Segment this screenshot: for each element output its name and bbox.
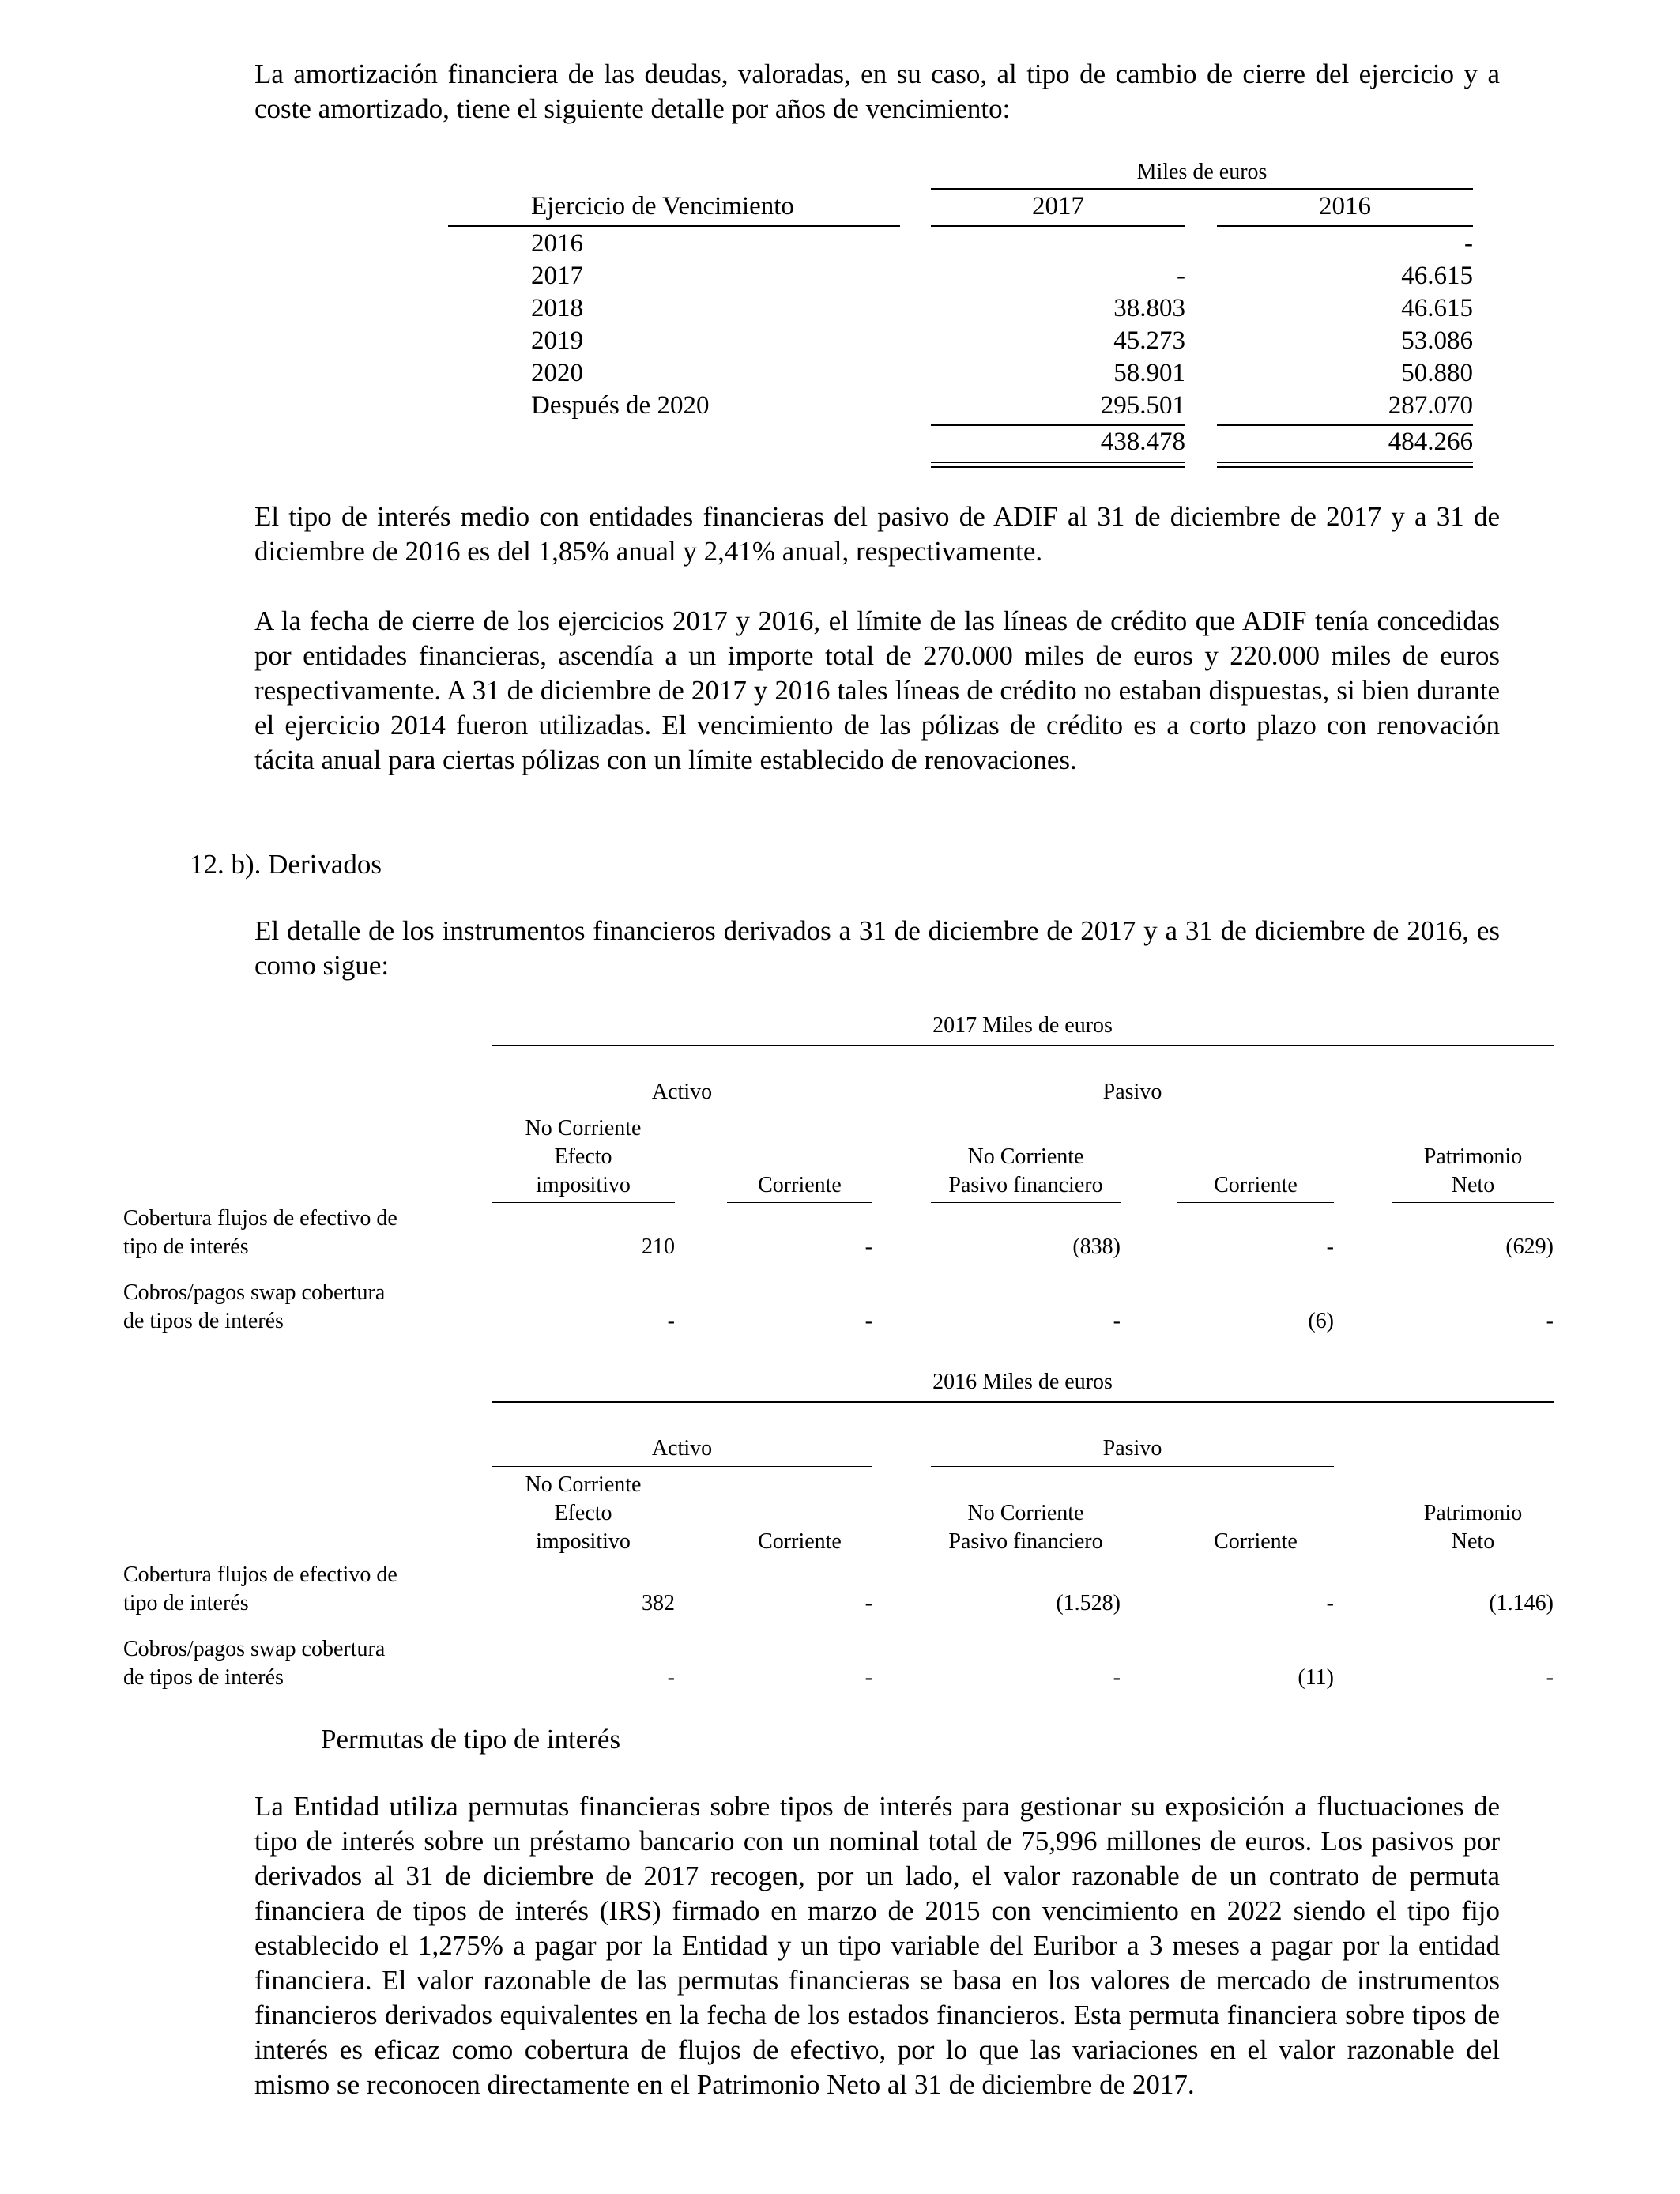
activo-rule [492, 1466, 872, 1467]
corriente-activo-header: Corriente [758, 1173, 842, 1197]
cell-value: (11) [1298, 1665, 1334, 1690]
row-value-2016: 46.615 [1401, 262, 1473, 290]
activo-header: Activo [651, 1080, 713, 1104]
col-2016-header-rule [1217, 225, 1473, 227]
patrimonio-line2: Neto [1451, 1529, 1495, 1554]
cell-value: - [1326, 1235, 1334, 1259]
cell-value: (1.146) [1489, 1591, 1554, 1615]
patrimonio-line1: Patrimonio [1423, 1501, 1523, 1525]
row-label: 2017 [531, 262, 583, 290]
row-label: Cobertura flujos de efectivo de [123, 1563, 397, 1587]
cell-value: - [1546, 1309, 1554, 1333]
intro-paragraph: La amortización financiera de las deudas, valoradas, en su caso, al tipo de cambio de cierre del ejercicio y a coste amortizado, tiene el siguiente detalle por años de vencimiento: [254, 58, 1500, 124]
section-heading-derivados: 12. b). Derivados [190, 849, 382, 880]
row-label: Cobertura flujos de efectivo de [123, 1206, 397, 1231]
total-double-rule-2016b [1217, 466, 1473, 468]
col-rule [492, 1202, 675, 1203]
label-header-rule [448, 225, 900, 227]
nc-pasivo-line1: No Corriente [967, 1144, 1084, 1169]
row-label: 2018 [531, 294, 583, 322]
row-value-2017: 295.501 [1100, 391, 1185, 420]
year-2017-header: 2017 [1032, 192, 1084, 221]
col-rule [931, 1202, 1121, 1203]
row-value-2016: 46.615 [1401, 294, 1473, 322]
cell-value: - [864, 1309, 872, 1333]
total-double-rule-2017b [931, 466, 1185, 468]
interest-rate-paragraph: El tipo de interés medio con entidades financieras del pasivo de ADIF al 31 de diciembre de 2017 y a 31 de diciembre de 2016 es del 1,85% anual y 2,41% anual, respectivamente. [254, 501, 1500, 567]
cell-value: (6) [1308, 1309, 1334, 1333]
row-value-2016: 53.086 [1401, 326, 1473, 355]
nc-activo-line2: Efecto [554, 1501, 612, 1525]
row-label: 2019 [531, 326, 583, 355]
total-double-rule-2017 [931, 462, 1185, 463]
cell-value: 210 [642, 1235, 675, 1259]
patrimonio-line2: Neto [1451, 1173, 1495, 1197]
row-value-2017: 45.273 [1113, 326, 1185, 355]
row-value-2016: 50.880 [1401, 359, 1473, 387]
credit-lines-paragraph: A la fecha de cierre de los ejercicios 2017 y 2016, el límite de las líneas de crédito que ADIF tenía concedidas por entidades financieras, ascendía a un importe total de 270.000 miles de euros y 220.000 miles de euros respectivamente. A 31 de diciembre de 2017 y 2016 tales líneas de crédito no estaban dispuestas, si bien durante el ejercicio 2014 fueron utilizadas. El vencimiento de las pólizas de crédito es a corto plazo con renovación tácita anual para ciertas pólizas con un límite establecido de renovaciones. [254, 605, 1500, 775]
pasivo-header: Pasivo [1102, 1436, 1162, 1461]
permutas-paragraph: La Entidad utiliza permutas financieras sobre tipos de interés para gestionar su exposición a fluctuaciones de tipo de interés sobre un préstamo bancario con un nominal total de 75,996 millones de euros. Los pasivos por derivados al 31 de diciembre de 2017 recogen, por un lado, el valor razonable de un contrato de permuta financiera de tipos de interés (IRS) firmado en marzo de 2015 con vencimiento en 2022 siendo el tipo fijo establecido el 1,275% a pagar por la Entidad y un tipo variable del Euribor a 3 meses a pagar por la entidad financiera. El valor razonable de las permutas financieras se basa en los valores de mercado de instrumentos financieros derivados equivalentes en la fecha de los estados financieros. Esta permuta financiera sobre tipos de interés es eficaz como cobertura de flujos de efectivo, por lo que las variaciones en el valor razonable del mismo se reconocen directamente en el Patrimonio Neto al 31 de diciembre de 2017. [254, 1791, 1500, 2100]
corriente-pasivo-header: Corriente [1214, 1529, 1298, 1554]
maturity-col-label: Ejercicio de Vencimiento [531, 192, 794, 221]
cell-value: 382 [642, 1591, 675, 1615]
activo-header: Activo [651, 1436, 713, 1461]
row-label: 2016 [531, 229, 583, 258]
row-value-2017: - [1177, 262, 1185, 290]
nc-activo-line1: No Corriente [525, 1116, 642, 1140]
row-label: 2020 [531, 359, 583, 387]
cell-value: - [1326, 1591, 1334, 1615]
nc-pasivo-line1: No Corriente [967, 1501, 1084, 1525]
nc-activo-line3: impositivo [536, 1173, 631, 1197]
subheading-permutas: Permutas de tipo de interés [321, 1724, 621, 1755]
col-rule [1392, 1202, 1554, 1203]
maturity-unit-header: Miles de euros [1136, 160, 1268, 184]
pasivo-header: Pasivo [1102, 1080, 1162, 1104]
derivatives-intro-paragraph: El detalle de los instrumentos financieros derivados a 31 de diciembre de 2017 y a 31 de diciembre de 2016, es como sigue: [254, 915, 1500, 981]
cell-value: (629) [1505, 1235, 1554, 1259]
cell-value: - [864, 1235, 872, 1259]
year-2016-header: 2016 [1319, 192, 1371, 221]
row-label: Después de 2020 [531, 391, 710, 420]
row-value-2017: 58.901 [1113, 359, 1185, 387]
nc-pasivo-line2: Pasivo financiero [948, 1529, 1103, 1554]
row-label: de tipos de interés [123, 1309, 284, 1333]
row-value-2017: 38.803 [1113, 294, 1185, 322]
title-rule [492, 1045, 1554, 1046]
cell-value: - [1113, 1665, 1121, 1690]
patrimonio-line1: Patrimonio [1423, 1144, 1523, 1169]
corriente-pasivo-header: Corriente [1214, 1173, 1298, 1197]
unit-header-rule [931, 188, 1473, 190]
corriente-activo-header: Corriente [758, 1529, 842, 1554]
row-value-2016: - [1464, 229, 1473, 258]
cell-value: - [1546, 1665, 1554, 1690]
nc-activo-line2: Efecto [554, 1144, 612, 1169]
row-label: Cobros/pagos swap cobertura [123, 1280, 386, 1305]
col-2017-header-rule [931, 225, 1185, 227]
total-2016: 484.266 [1388, 428, 1473, 456]
cell-value: - [667, 1665, 675, 1690]
row-label: tipo de interés [123, 1235, 249, 1259]
derivatives-2017-title: 2017 Miles de euros [932, 1013, 1113, 1038]
col-rule [1177, 1202, 1334, 1203]
nc-pasivo-line2: Pasivo financiero [948, 1173, 1103, 1197]
col-rule [727, 1202, 872, 1203]
cell-value: (1.528) [1056, 1591, 1121, 1615]
total-double-rule-2016 [1217, 462, 1473, 463]
row-label: tipo de interés [123, 1591, 249, 1615]
title-rule [492, 1401, 1554, 1403]
cell-value: - [864, 1665, 872, 1690]
total-2017: 438.478 [1100, 428, 1185, 456]
nc-activo-line3: impositivo [536, 1529, 631, 1554]
pasivo-rule [931, 1466, 1334, 1467]
cell-value: (838) [1072, 1235, 1121, 1259]
row-label: de tipos de interés [123, 1665, 284, 1690]
row-value-2016: 287.070 [1388, 391, 1473, 420]
cell-value: - [667, 1309, 675, 1333]
cell-value: - [1113, 1309, 1121, 1333]
nc-activo-line1: No Corriente [525, 1472, 642, 1497]
cell-value: - [864, 1591, 872, 1615]
row-label: Cobros/pagos swap cobertura [123, 1637, 386, 1661]
derivatives-2016-title: 2016 Miles de euros [932, 1370, 1113, 1394]
